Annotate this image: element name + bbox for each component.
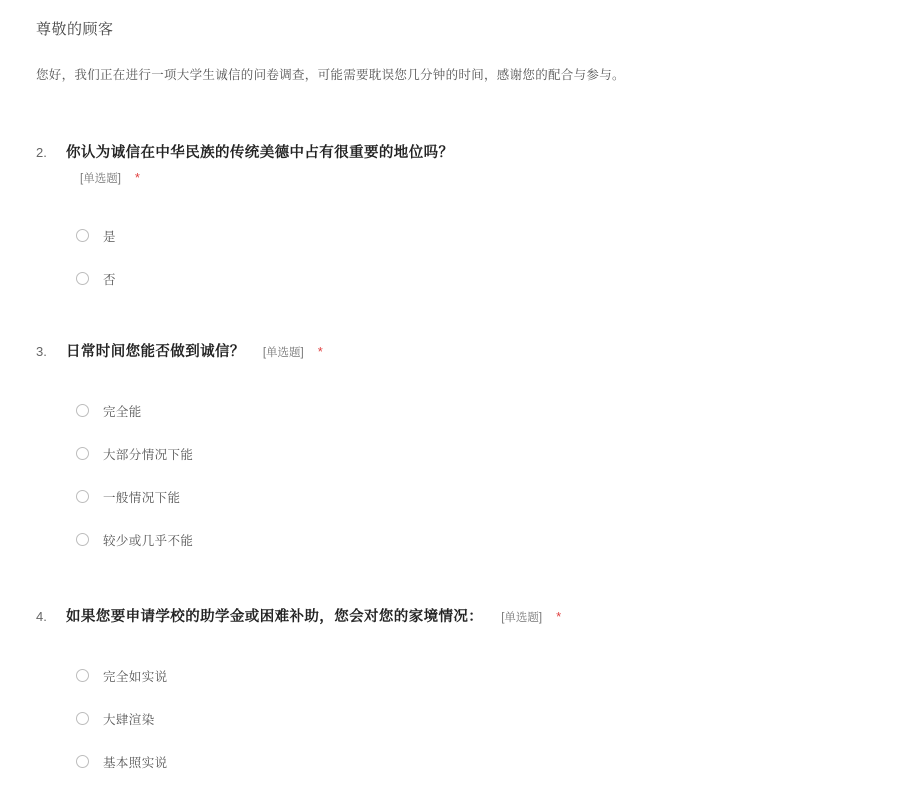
question-3-option-1[interactable] <box>76 432 864 475</box>
question-4-option-0-label: 完全如实说 <box>103 669 168 684</box>
question-4 <box>36 605 864 783</box>
question-2-option-0-label: 是 <box>103 229 116 244</box>
question-2-index: 2. <box>36 145 47 160</box>
radio-icon[interactable] <box>76 404 89 417</box>
question-4-header <box>36 605 864 626</box>
question-3-option-0-label: 完全能 <box>103 404 142 419</box>
question-3-title-line <box>66 340 864 361</box>
question-3-option-2-label: 一般情况下能 <box>103 490 181 505</box>
question-2-meta <box>80 170 864 186</box>
question-3-index: 3. <box>36 344 47 359</box>
question-3-body <box>66 340 864 361</box>
question-4-option-2-label: 基本照实说 <box>103 755 168 770</box>
question-2-type: [单选题] <box>80 173 121 185</box>
question-3-option-3[interactable] <box>76 518 864 561</box>
question-3-options <box>76 389 864 561</box>
radio-icon[interactable] <box>76 447 89 460</box>
intro-paragraph: 您好，我们正在进行一项大学生诚信的问卷调查，可能需要耽误您几分钟的时间，感谢您的配合与参与。 <box>36 68 625 82</box>
question-3-type: [单选题] <box>262 347 304 359</box>
question-3-option-1-label: 大部分情况下能 <box>103 447 194 462</box>
question-2 <box>36 141 864 300</box>
question-4-options <box>76 654 864 783</box>
question-3-option-2[interactable] <box>76 475 864 518</box>
question-4-required-mark: * <box>556 609 562 624</box>
radio-icon[interactable] <box>76 490 89 503</box>
question-4-option-1-label: 大肆渲染 <box>103 712 155 727</box>
question-3 <box>36 340 864 561</box>
radio-icon[interactable] <box>76 669 89 682</box>
question-2-title-line <box>66 141 864 162</box>
radio-icon[interactable] <box>76 533 89 546</box>
question-2-required-mark: * <box>134 170 140 185</box>
question-4-option-1[interactable] <box>76 697 864 740</box>
question-3-option-0[interactable] <box>76 389 864 432</box>
question-4-index: 4. <box>36 609 47 624</box>
question-2-title: 你认为诚信在中华民族的传统美德中占有很重要的地位吗？ <box>66 145 454 161</box>
question-2-option-1-label: 否 <box>103 272 116 287</box>
question-4-type: [单选题] <box>501 612 543 624</box>
question-2-option-0[interactable] <box>76 214 864 257</box>
question-2-option-1[interactable] <box>76 257 864 300</box>
question-2-body <box>66 141 864 186</box>
radio-icon[interactable] <box>76 229 89 242</box>
question-3-required-mark: * <box>317 344 323 359</box>
question-4-title-line <box>66 605 864 626</box>
radio-icon[interactable] <box>76 755 89 768</box>
question-2-options <box>76 214 864 300</box>
question-3-option-3-label: 较少或几乎不能 <box>103 533 194 548</box>
page-title: 尊敬的顾客 <box>36 21 114 38</box>
question-4-body <box>66 605 864 626</box>
question-4-option-2[interactable] <box>76 740 864 783</box>
question-4-title: 如果您要申请学校的助学金或困难补助，您会对您的家境情况： <box>66 609 484 625</box>
radio-icon[interactable] <box>76 712 89 725</box>
radio-icon[interactable] <box>76 272 89 285</box>
question-2-header <box>36 141 864 186</box>
question-4-option-0[interactable] <box>76 654 864 697</box>
question-3-header <box>36 340 864 361</box>
question-3-title: 日常时间您能否做到诚信？ <box>66 344 245 360</box>
